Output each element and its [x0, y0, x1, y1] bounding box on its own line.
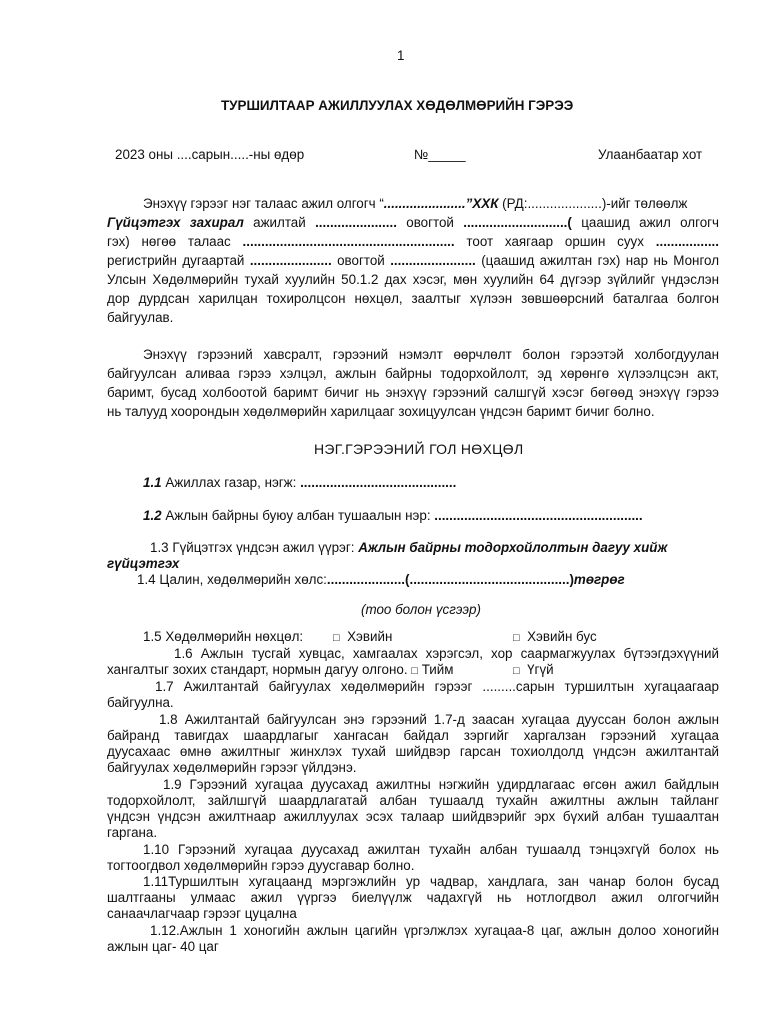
checkbox-icon[interactable]: □: [411, 665, 418, 677]
clause-1-1: 1.1 Ажиллах газар, нэгж: ..........................................: [143, 475, 457, 490]
section-title: НЭГ.ГЭРЭЭНИЙ ГОЛ НӨХЦӨЛ: [314, 441, 524, 457]
clause-1-4: 1.4 Цалин, хөдөлмөрийн хөлс:.....................(...........................................)төгрөг: [137, 572, 625, 587]
clause-1-2: 1.2 Ажлын байрны буюу албан тушаалын нэр: ........................................................: [143, 508, 643, 523]
salary-note: (тоо болон үсгээр): [361, 602, 481, 617]
checkbox-icon[interactable]: □: [513, 632, 520, 644]
checkbox-icon[interactable]: □: [513, 665, 520, 677]
header-number: №_____: [414, 147, 466, 162]
document-title: ТУРШИЛТААР АЖИЛЛУУЛАХ ХӨДӨЛМӨРИЙН ГЭРЭЭ: [221, 98, 574, 113]
header-date: 2023 оны ....сарын.....-ны өдөр: [115, 147, 305, 162]
page-number: 1: [397, 48, 405, 63]
checkbox-icon[interactable]: □: [333, 632, 340, 644]
header-city: Улаанбаатар хот: [598, 147, 703, 162]
